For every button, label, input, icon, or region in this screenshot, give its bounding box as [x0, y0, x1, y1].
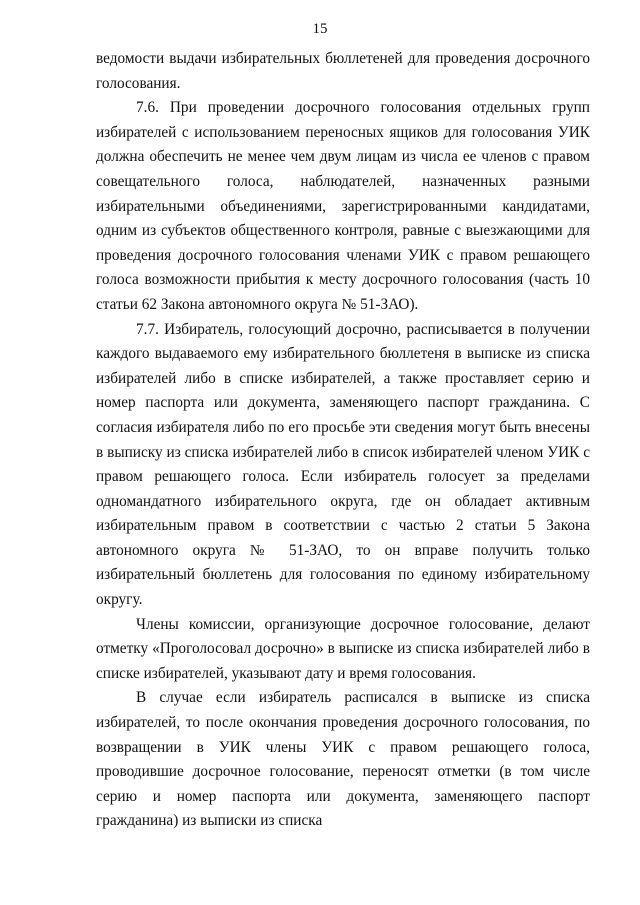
paragraph-commission-members: Члены комиссии, организующие досрочное голосование, делают отметку «Проголосовал досрочно» в выписке из списка избирателей либо в списке избирателей, указывают дату и время голосования. [96, 615, 590, 682]
document-body [96, 47, 590, 834]
page-number: 15 [312, 21, 328, 37]
paragraph-7-7: 7.7. Избиратель, голосующий досрочно, расписывается в получении каждого выдаваемого ему избирательного бюллетеня в выписке из списка избирателей либо в списке избирателей, а также проставляет серию и номер паспорта или документа, заменяющего паспорт гражданина. С согласия избирателя либо по его просьбе эти сведения могут быть внесены в выписку из списка избирателей либо в список избирателей членом УИК с правом решающего голоса. Если избиратель голосует за пределами одномандатного избирательного округа, где он обладает активным избирательным правом в соответствии с частью 2 статьи 5 Закона автономного округа № 51-ЗАО, то он вправе получить только избирательный бюллетень для голосования по единому избирательному округу. [96, 320, 590, 609]
paragraph-7-6: 7.6. При проведении досрочного голосования отдельных групп избирателей с использованием переносных ящиков для голосования УИК должна обеспечить не менее чем двум лицам из числа ее членов с правом совещательного голоса, наблюдателей, назначенных разными избирательными объединениями, зарегистрированными кандидатами, одним из субъектов общественного контроля, равные с выезжающими для проведения досрочного голосования членами УИК с правом решающего голоса возможности прибытия к месту досрочного голосования (часть 10 статьи 62 Закона автономного округа № 51-ЗАО). [96, 99, 590, 313]
paragraph-continuation: ведомости выдачи избирательных бюллетеней для проведения досрочного голосования. [96, 50, 590, 92]
paragraph-transfer-marks: В случае если избиратель расписался в выписке из списка избирателей, то после окончания проведения досрочного голосования, по возвращении в УИК члены УИК с правом решающего голоса, проводившие досрочное голосование, переносят отметки (в том числе серию и номер паспорта или документа, заменяющего паспорт гражданина) из выписки из списка [96, 689, 590, 830]
